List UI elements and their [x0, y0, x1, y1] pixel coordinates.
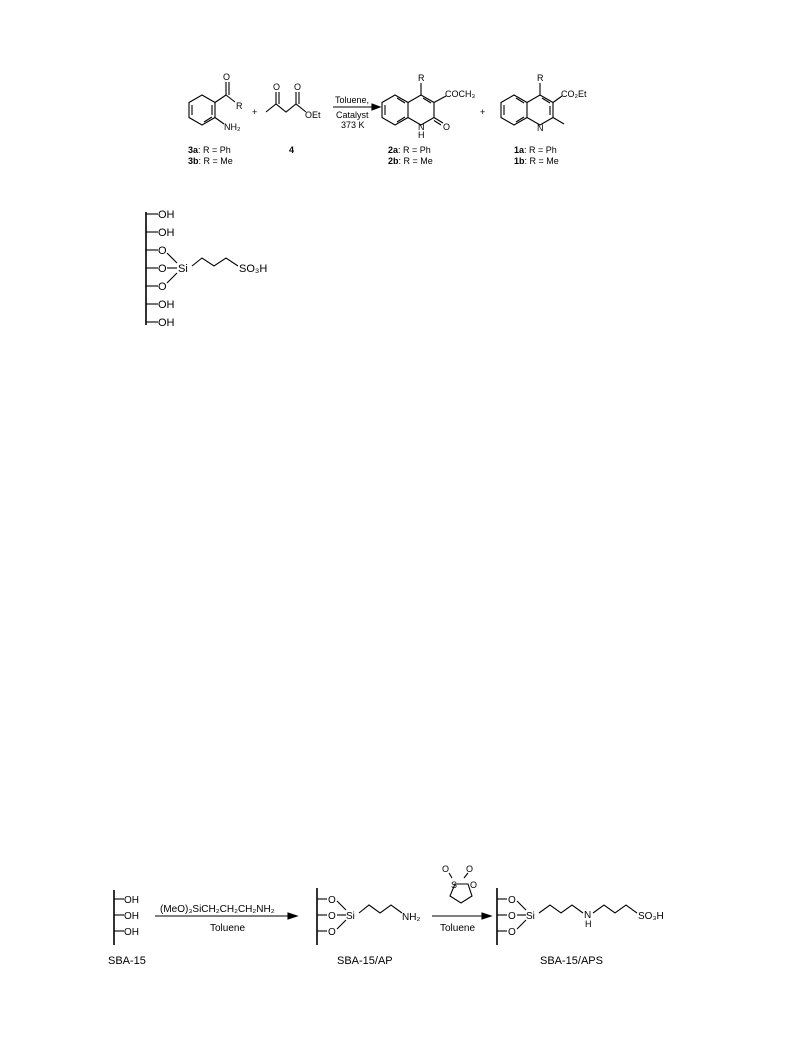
aps-oxygen-1: O — [508, 895, 516, 906]
sba15-hydroxyl-1: OH — [124, 895, 139, 906]
scheme-2 — [108, 864, 664, 967]
catalyst-silicon: Si — [178, 263, 188, 275]
catalyst-hydroxyl-2: OH — [158, 227, 175, 239]
sultone-oxygen-1: O — [442, 864, 450, 874]
ap-oxygen-3: O — [328, 927, 336, 938]
sultone-oxygen-2: O — [466, 864, 474, 874]
compound-2-nitrogen: N — [418, 122, 425, 132]
ap-oxygen-2: O — [328, 911, 336, 922]
reaction-arrow-3 — [432, 913, 491, 934]
sba15-hydroxyl-2: OH — [124, 911, 139, 922]
sba15-aps-structure — [497, 888, 664, 967]
sba15-caption: SBA-15 — [108, 955, 146, 967]
compound-labels — [188, 145, 559, 166]
compound-2-r-group: R — [418, 73, 425, 83]
sba15-structure — [108, 890, 146, 967]
catalyst-oxygen-1: O — [158, 245, 167, 257]
ap-caption: SBA-15/AP — [337, 955, 393, 967]
label-4: 4 — [289, 145, 295, 155]
conditions-catalyst: Catalyst — [336, 110, 369, 120]
label-3a: 3a: R = Ph — [188, 145, 231, 155]
solvent-2: Toluene — [440, 923, 476, 934]
silane-reagent: (MeO)₃SiCH₂CH₂CH₂NH₂ — [160, 904, 275, 915]
conditions-temperature: 373 K — [341, 120, 365, 130]
compound-2-carbonyl-oxygen: O — [443, 122, 451, 132]
catalyst-hydroxyl-4: OH — [158, 317, 175, 329]
catalyst-structure — [146, 209, 267, 329]
solvent-1: Toluene — [210, 923, 246, 934]
aps-nitrogen: N — [584, 910, 592, 921]
compound-3-amine: NH₂ — [224, 122, 241, 132]
ap-oxygen-1: O — [328, 895, 336, 906]
reaction-arrow-1 — [333, 95, 380, 130]
scheme-1 — [188, 72, 587, 166]
reaction-arrow-2 — [155, 904, 297, 934]
plus-sign-1: + — [252, 107, 258, 117]
compound-3-r-group: R — [236, 101, 243, 111]
catalyst-oxygen-3: O — [158, 281, 167, 293]
aps-caption: SBA-15/APS — [540, 955, 603, 967]
compound-1-structure — [501, 73, 587, 133]
compound-4-oxygen-2: O — [294, 82, 302, 92]
ap-amine: NH₂ — [402, 912, 421, 923]
plus-sign-2: + — [480, 107, 486, 117]
compound-2-acetyl: COCH₃ — [445, 89, 476, 99]
compound-4-ethoxy: OEt — [305, 110, 321, 120]
compound-4-oxygen-1: O — [273, 82, 281, 92]
aps-sulfonic-acid: SO₃H — [638, 911, 664, 922]
catalyst-hydroxyl-1: OH — [158, 209, 175, 221]
catalyst-sulfonic-acid: SO₃H — [239, 263, 268, 275]
sultone-sulfur: S — [451, 880, 458, 890]
compound-2-hydrogen: H — [418, 130, 425, 140]
ap-silicon: Si — [346, 911, 355, 922]
aps-oxygen-2: O — [508, 911, 516, 922]
catalyst-oxygen-2: O — [158, 263, 167, 275]
aps-oxygen-3: O — [508, 927, 516, 938]
compound-1-ester: CO₂Et — [561, 89, 587, 99]
catalyst-hydroxyl-3: OH — [158, 299, 175, 311]
label-1b: 1b: R = Me — [514, 156, 559, 166]
compound-3-structure — [189, 72, 243, 132]
label-1a: 1a: R = Ph — [514, 145, 557, 155]
compound-1-r-group: R — [537, 73, 544, 83]
sultone-ring-oxygen: O — [470, 880, 478, 890]
conditions-solvent: Toluene, — [335, 95, 370, 105]
compound-2-structure — [382, 73, 475, 140]
compound-1-nitrogen: N — [537, 123, 544, 133]
sba15-ap-structure — [317, 888, 420, 967]
label-3b: 3b: R = Me — [188, 156, 233, 166]
compound-3-oxygen: O — [223, 72, 231, 82]
propane-sultone-structure — [442, 864, 477, 903]
label-2b: 2b: R = Me — [388, 156, 433, 166]
aps-silicon: Si — [526, 911, 535, 922]
compound-4-structure — [266, 82, 321, 120]
aps-hydrogen: H — [585, 919, 592, 929]
sba15-hydroxyl-3: OH — [124, 927, 139, 938]
label-2a: 2a: R = Ph — [388, 145, 431, 155]
